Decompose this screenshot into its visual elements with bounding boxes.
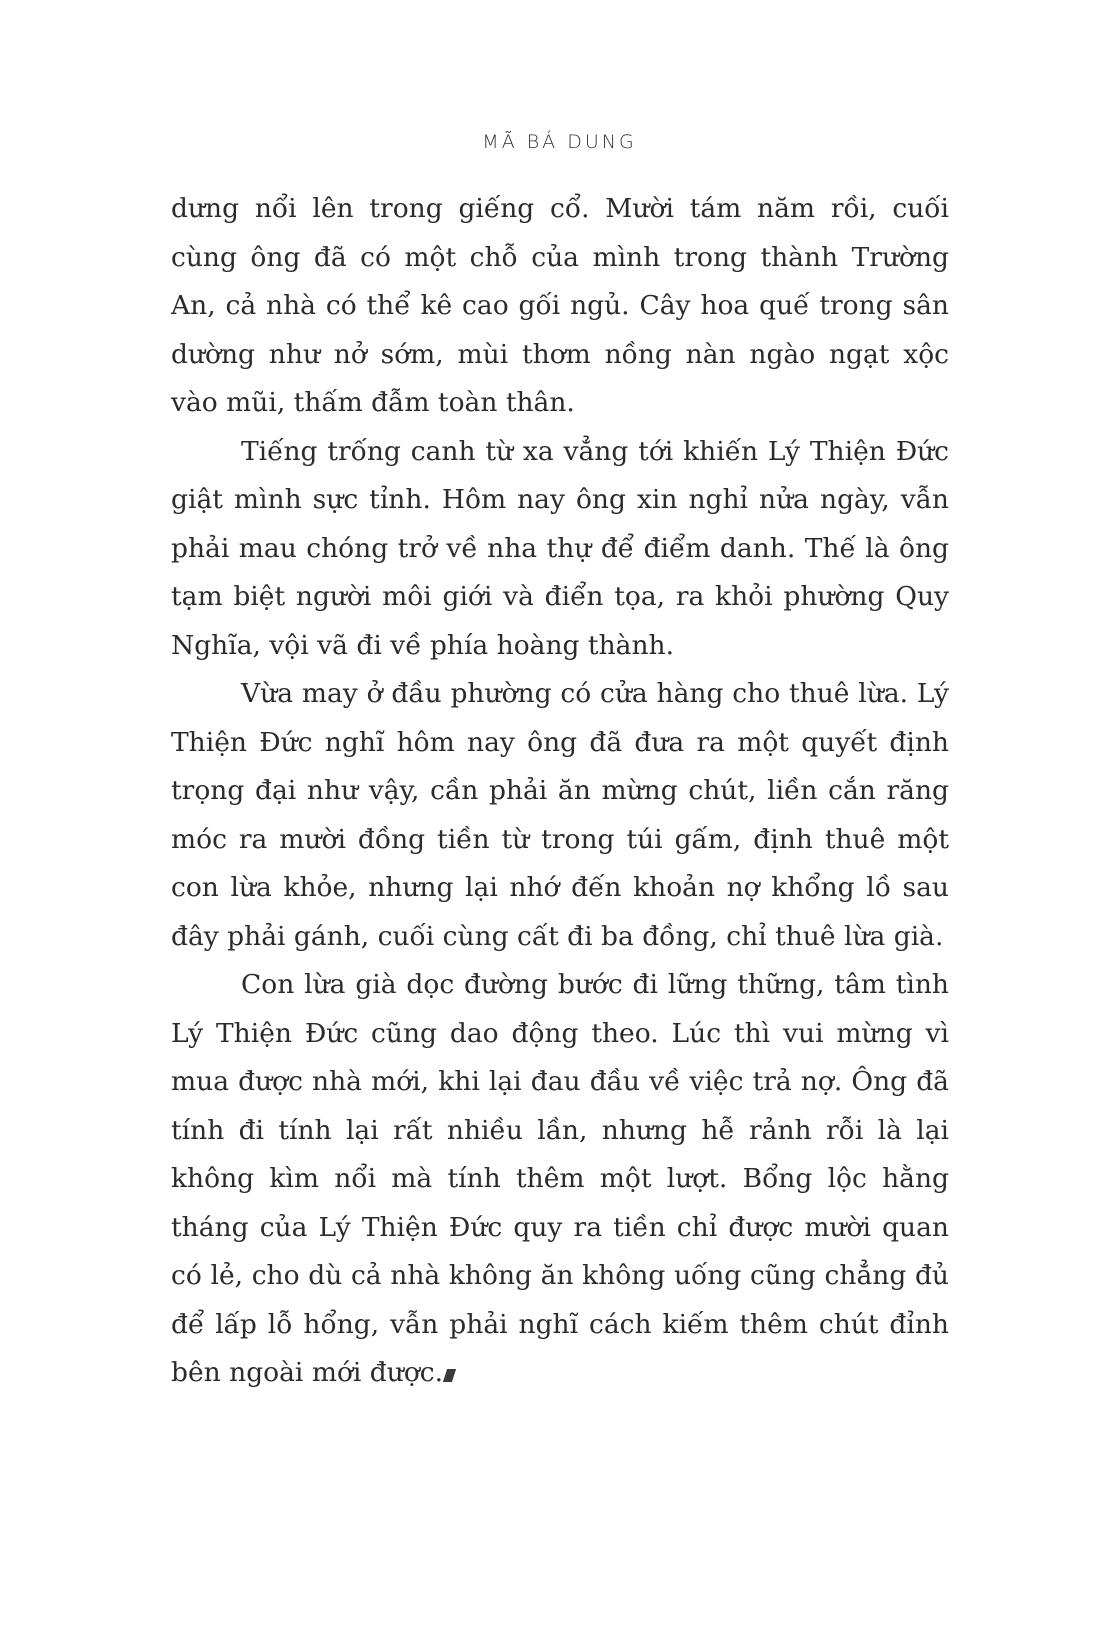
running-header-author: MÃ BÁ DUNG — [482, 131, 637, 153]
body-text — [171, 185, 949, 1398]
paragraph: Vừa may ở đầu phường có cửa hàng cho thuê lừa. Lý Thiện Đức nghĩ hôm nay ông đã đưa ra một quyết định trọng đại như vậy, cần phải ăn mừng chút, liền cắn răng móc ra mười đồng tiền từ trong túi gấm, định thuê một con lừa khỏe, nhưng lại nhớ đến khoản nợ khổng lồ sau đây phải gánh, cuối cùng cất đi ba đồng, chỉ thuê lừa già. — [171, 678, 949, 952]
end-of-section-mark-icon — [443, 1369, 456, 1382]
paragraph-last-text: Con lừa già dọc đường bước đi lững thững, tâm tình Lý Thiện Đức cũng dao động theo. Lúc thì vui mừng vì mua được nhà mới, khi lại đau đầu về việc trả nợ. Ông đã tính đi tính lại rất nhiều lần, nhưng hễ rảnh rỗi là lại không kìm nổi mà tính thêm một lượt. Bổng lộc hằng tháng của Lý Thiện Đức quy ra tiền chỉ được mười quan có lẻ, cho dù cả nhà không ăn không uống cũng chẳng đủ để lấp lỗ hổng, vẫn phải nghĩ cách kiếm thêm chút đỉnh bên ngoài mới được. — [171, 969, 949, 1388]
paragraph-last — [171, 961, 949, 1398]
paragraph-continued: dưng nổi lên trong giếng cổ. Mười tám năm rồi, cuối cùng ông đã có một chỗ của mình trong thành Trường An, cả nhà có thể kê cao gối ngủ. Cây hoa quế trong sân dường như nở sớm, mùi thơm nồng nàn ngào ngạt xộc vào mũi, thấm đẫm toàn thân. — [171, 193, 949, 418]
paragraph: Tiếng trống canh từ xa vẳng tới khiến Lý Thiện Đức giật mình sực tỉnh. Hôm nay ông xin nghỉ nửa ngày, vẫn phải mau chóng trở về nha thự để điểm danh. Thế là ông tạm biệt người môi giới và điển tọa, ra khỏi phường Quy Nghĩa, vội vã đi về phía hoàng thành. — [171, 435, 949, 661]
